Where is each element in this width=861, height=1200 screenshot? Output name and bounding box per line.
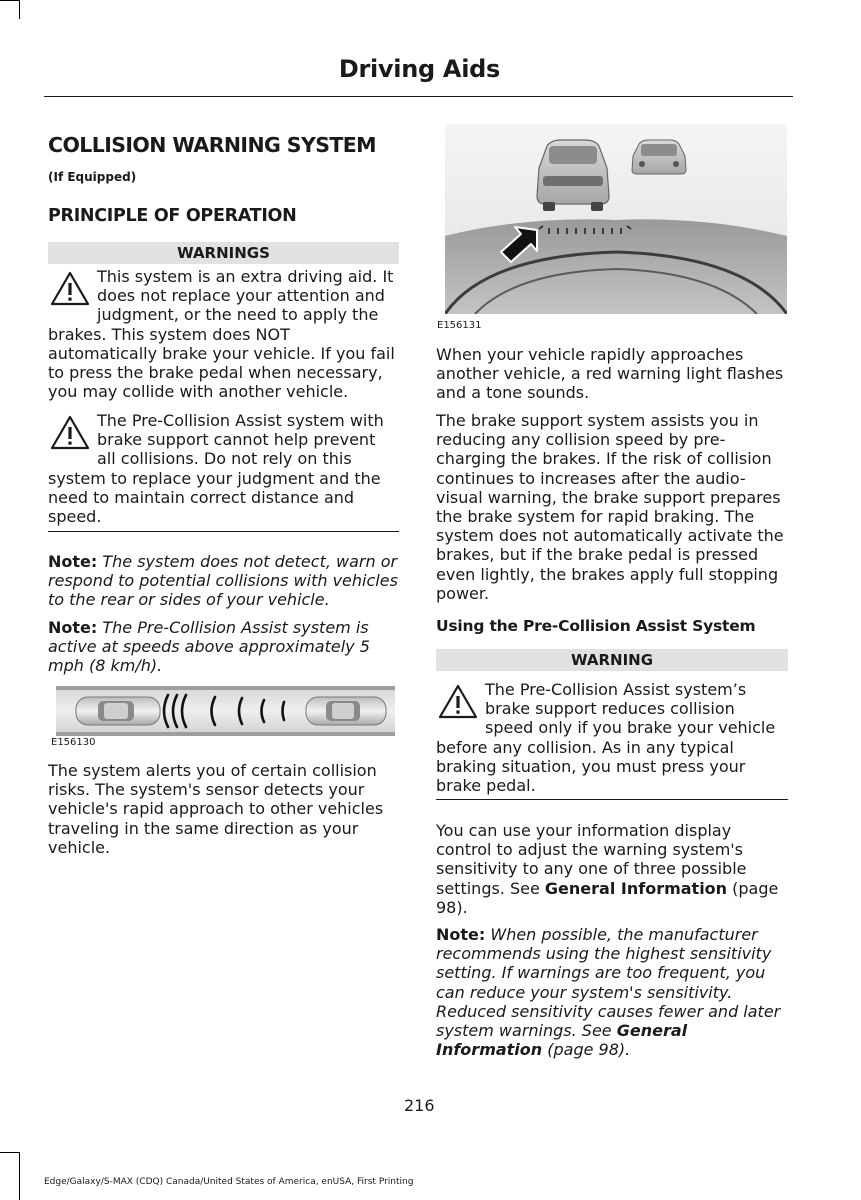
warnings-heading: WARNINGS	[177, 244, 270, 262]
crop-mark-top-left	[0, 0, 19, 1]
body-paragraph: When your vehicle rapidly approaches another vehicle, a red warning light flashes and a tone sounds.	[436, 345, 784, 403]
cross-reference-link[interactable]: General Information	[544, 878, 728, 898]
if-equipped-label: (If Equipped)	[48, 170, 137, 184]
warnings-heading-bar	[48, 242, 399, 264]
warning-text: This system is an extra driving aid. It does not replace your attention and judgment, or the need to apply the brakes. This system does NOT automatically brake your vehicle. If you fail to press the brake pedal when necessary, you may collide with another vehicle.	[48, 267, 395, 402]
cross-reference-link[interactable]: General Information	[436, 1021, 688, 1060]
crop-mark-bottom-left	[0, 1152, 19, 1153]
section-title: COLLISION WARNING SYSTEM	[48, 133, 376, 157]
note-text: The system does not detect, warn or respond to potential collisions with vehicles to the rear or sides of your vehicle.	[48, 552, 398, 610]
note	[48, 552, 399, 610]
cross-reference-page: (page 98).	[436, 878, 779, 917]
distant-car-icon	[632, 140, 686, 174]
note-text: When possible, the manufacturer recommends using the highest sensitivity setting. If warnings are too frequent, you can reduce your system's sensitivity. Reduced sensitivity causes fewer and later system warnings. See	[436, 925, 781, 1041]
figure-code: E156130	[51, 737, 96, 748]
note	[436, 925, 788, 1059]
lead-car-icon	[306, 697, 386, 725]
warning-heading: WARNING	[570, 651, 654, 669]
crop-mark-bottom-left-v	[19, 1152, 20, 1200]
body-paragraph: The brake support system assists you in reducing any collision speed by pre-charging the brakes. If the risk of collision continues to increases after the audio-visual warning, the brake support prepares the brake system for rapid braking. The system does not automatically activate the brakes, but if the brake pedal is pressed even lightly, the brakes apply full stopping power.	[436, 411, 784, 603]
warning-triangle-icon	[436, 682, 480, 722]
warning-item	[48, 411, 399, 526]
sensor-range-illustration	[56, 686, 395, 736]
warning-triangle-icon	[48, 413, 92, 453]
warning-text: The Pre-Collision Assist system’s brake support reduces collision speed only if you brake your vehicle before any collision. As in any typical braking situation, you must press your brake pedal.	[436, 680, 776, 796]
body-paragraph	[436, 821, 788, 917]
own-car-icon	[76, 697, 160, 725]
cross-reference-page: (page 98).	[547, 1040, 631, 1060]
page-number: 216	[404, 1096, 435, 1115]
warning-triangle-icon	[48, 269, 92, 309]
note-text: The Pre-Collision Assist system is active at speeds above approximately 5 mph (8 km/h).	[48, 618, 370, 676]
note-label: Note:	[436, 925, 486, 944]
note-label: Note:	[48, 618, 98, 637]
warning-item	[48, 267, 399, 401]
note	[48, 618, 399, 676]
print-footer: Edge/Galaxy/S-MAX (CDQ) Canada/United States of America, enUSA, First Printing	[44, 1177, 414, 1187]
warnings-divider	[48, 531, 399, 532]
subsection-title: PRINCIPLE OF OPERATION	[48, 206, 297, 226]
warning-heading-bar	[436, 649, 788, 671]
warning-divider	[436, 799, 788, 800]
crop-mark-top-left-v	[19, 0, 20, 19]
warning-text: The Pre-Collision Assist system with brake support cannot help prevent all collisions. Do not rely on this system to replace your judgment and the need to maintain correct distance and speed.	[48, 411, 384, 527]
lead-car-icon	[537, 140, 609, 211]
note-label: Note:	[48, 552, 98, 571]
page-header-title: Driving Aids	[338, 55, 500, 83]
warning-item	[436, 680, 788, 795]
body-paragraph: The system alerts you of certain collision risks. The system's sensor detects your vehicle's rapid approach to other vehicles traveling in the same direction as your vehicle.	[48, 761, 384, 857]
windshield-warning-illustration	[445, 124, 787, 314]
subsection-heading: Using the Pre-Collision Assist System	[436, 617, 756, 635]
header-divider	[44, 96, 793, 97]
paragraph-text: You can use your information display control to adjust the warning system's sensitivity to any one of three possible settings. See	[436, 821, 747, 898]
figure-code: E156131	[437, 320, 482, 331]
